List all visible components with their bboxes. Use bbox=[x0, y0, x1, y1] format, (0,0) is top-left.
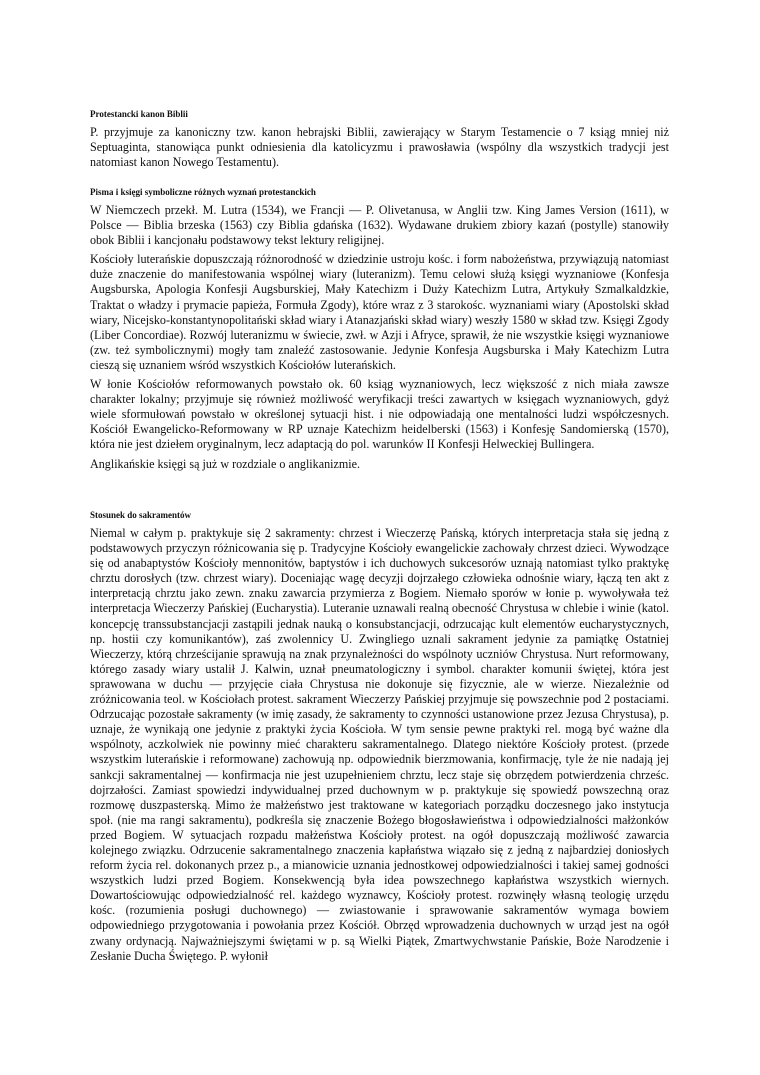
section-heading: Pisma i księgi symboliczne różnych wyznań protestanckich bbox=[90, 187, 316, 197]
section-symbolic-books bbox=[90, 186, 669, 472]
section-heading: Protestancki kanon Biblii bbox=[90, 109, 188, 119]
section-sacraments bbox=[90, 509, 669, 964]
paragraph: W łonie Kościołów reformowanych powstało ok. 60 ksiąg wyznaniowych, lecz większość z nich miała zawsze charakter lokalny; przyjmuje się również możliwość weryfikacji treści zawartych w księgach wyznaniowych, gdyż wiele sformułowań powstało w określonej sytuacji hist. i nie odpowiadają one mentalności ludzi współczesnych. Kościół Ewangelicko-Reformowany w RP uznaje Katechizm heidelberski (1563) i Konfesję Sandomierską (1570), która nie jest dziełem oryginalnym, lecz adaptacją do pol. warunków II Konfesji Helweckiej Bullingera. bbox=[90, 377, 669, 452]
paragraph: P. przyjmuje za kanoniczny tzw. kanon hebrajski Biblii, zawierający w Starym Testamencie o 7 ksiąg mniej niż Septuaginta, stanowiąca punkt odniesienia dla katolicyzmu i prawosławia (wspólny dla wszystkich tradycji jest natomiast kanon Nowego Testamentu). bbox=[90, 125, 669, 170]
section-canon bbox=[90, 108, 669, 170]
paragraph: Niemal w całym p. praktykuje się 2 sakramenty: chrzest i Wieczerzę Pańską, których interpretacja stała się jedną z podstawowych przyczyn różnicowania się p. Tradycyjne Kościoły ewangelickie zachowały chrzest dzieci. Wywodzące się od anabaptystów Kościoły mennonitów, baptystów i ich duchowych sukcesorów uznają natomiast tylko praktykę chrztu dorosłych (tzw. chrzest wiary). Doceniając wagę decyzji dojrzałego człowieka odnośnie wiary, łączą ten akt z interpretacją chrztu jako zewn. znaku zawarcia przymierza z Bogiem. Niemało sporów w łonie p. wywoływała też interpretacja Wieczerzy Pańskiej (Eucharystia). Luteranie uznawali realną obecność Chrystusa w chlebie i winie (katol. koncepcję transsubstancjacji zastąpili jednak nauką o konsubstancjacji, odrzucając kult elementów eucharystycznych, np. hostii czy komunikantów), zaś zwolennicy U. Zwingliego uznali sakrament jedynie za pamiątkę Ostatniej Wieczerzy, którą chrześcijanie sprawują na znak przynależności do wspólnoty uczniów Chrystusa. Nurt reformowany, którego zasady wiary ustalił J. Kalwin, uznał pneumatologiczny i symbol. charakter komunii świętej, która jest sprawowana w duchu — przyjęcie ciała Chrystusa nie dokonuje się fizycznie, ale w wierze. Niezależnie od zróżnicowania teol. w Kościołach protest. sakrament Wieczerzy Pańskiej przyjmuje się powszechnie pod 2 postaciami. Odrzucając pozostałe sakramenty (w imię zasady, że sakramenty to czynności ustanowione przez Jezusa Chrystusa), p. uznaje, że wynikają one jedynie z praktyki życia Kościoła. W tym sensie pewne praktyki rel. mogą być ważne dla wspólnoty, aczkolwiek nie powinny mieć charakteru sakramentalnego. Dlatego niektóre Kościoły protest. (przede wszystkim luterańskie i reformowane) zachowują np. odpowiednik bierzmowania, konfirmację, tyle że nie nadają jej sankcji sakramentalnej — konfirmacja nie jest uzupełnieniem chrztu, lecz staje się obrzędem potwierdzenia chrześc. dojrzałości. Zamiast spowiedzi indywidualnej przed duchownym w p. praktykuje się spowiedź powszechną oraz rozmowę duszpasterską. Mimo że małżeństwo jest traktowane w kategoriach porządku doczesnego jako instytucja społ. (nie ma rangi sakramentu), podkreśla się znaczenie Bożego błogosławieństwa i odpowiedzialności małżonków przed Bogiem. W sytuacjach rozpadu małżeństwa Kościoły protest. na ogół dopuszczają możliwość zawarcia kolejnego związku. Odrzucenie sakramentalnego znaczenia kapłaństwa wiązało się z jedną z najbardziej doniosłych reform życia rel. dokonanych przez p., a mianowicie uznania jednostkowej odpowiedzialności i takiej samej godności wszystkich ludzi przed Bogiem. Konsekwencją była idea powszechnego kapłaństwa wszystkich wiernych. Dowartościowując odpowiedzialność rel. każdego wyznawcy, Kościoły protest. rozwinęły własną teologię urzędu kośc. (rozumienia posługi duchownego) — zwiastowanie i sprawowanie sakramentów wymaga bowiem odpowiedniego przygotowania i powołania przez Kościół. Obrzęd wprowadzenia duchownych w urząd jest na ogół zwany ordynacją. Najważniejszymi świętami w p. są Wielki Piątek, Zmartwychwstanie Pańskie, Boże Narodzenie i Zesłanie Ducha Świętego. P. wyłonił bbox=[90, 526, 669, 963]
section-heading: Stosunek do sakramentów bbox=[90, 510, 192, 520]
paragraph: W Niemczech przekł. M. Lutra (1534), we Francji — P. Olivetanusa, w Anglii tzw. King James Version (1611), w Polsce — Biblia brzeska (1563) czy Biblia gdańska (1632). Wydawane drukiem zbiory kazań (postylle) stanowiły obok Biblii i kancjonału podstawowy tekst lektury religijnej. bbox=[90, 203, 669, 248]
paragraph: Kościoły luterańskie dopuszczają różnorodność w dziedzinie ustroju kośc. i form nabożeństwa, przywiązują natomiast duże znaczenie do manifestowania wspólnej wiary (luteranizm). Temu celowi służą księgi wyznaniowe (Konfesja Augsburska, Apologia Konfesji Augsburskiej, Mały Katechizm i Duży Katechizm Lutra, Artykuły Szmalkaldzkie, Traktat o władzy i prymacie papieża, Formuła Zgody), które wraz z 3 starokośc. wyznaniami wiary (Apostolski skład wiary, Nicejsko-konstantynopolitański skład wiary i Atanazjański skład wiary) weszły 1580 w skład tzw. Księgi Zgody (Liber Concordiae). Rozwój luteranizmu w świecie, zwł. w Azji i Afryce, sprawił, że nie wszystkie księgi wyznaniowe (zw. też symbolicznymi) mogły tam znaleźć zastosowanie. Jedynie Konfesja Augsburska i Mały Katechizm Lutra cieszą się uznaniem wśród wszystkich Kościołów luterańskich. bbox=[90, 252, 669, 372]
paragraph: Anglikańskie księgi są już w rozdziale o anglikanizmie. bbox=[90, 456, 361, 471]
